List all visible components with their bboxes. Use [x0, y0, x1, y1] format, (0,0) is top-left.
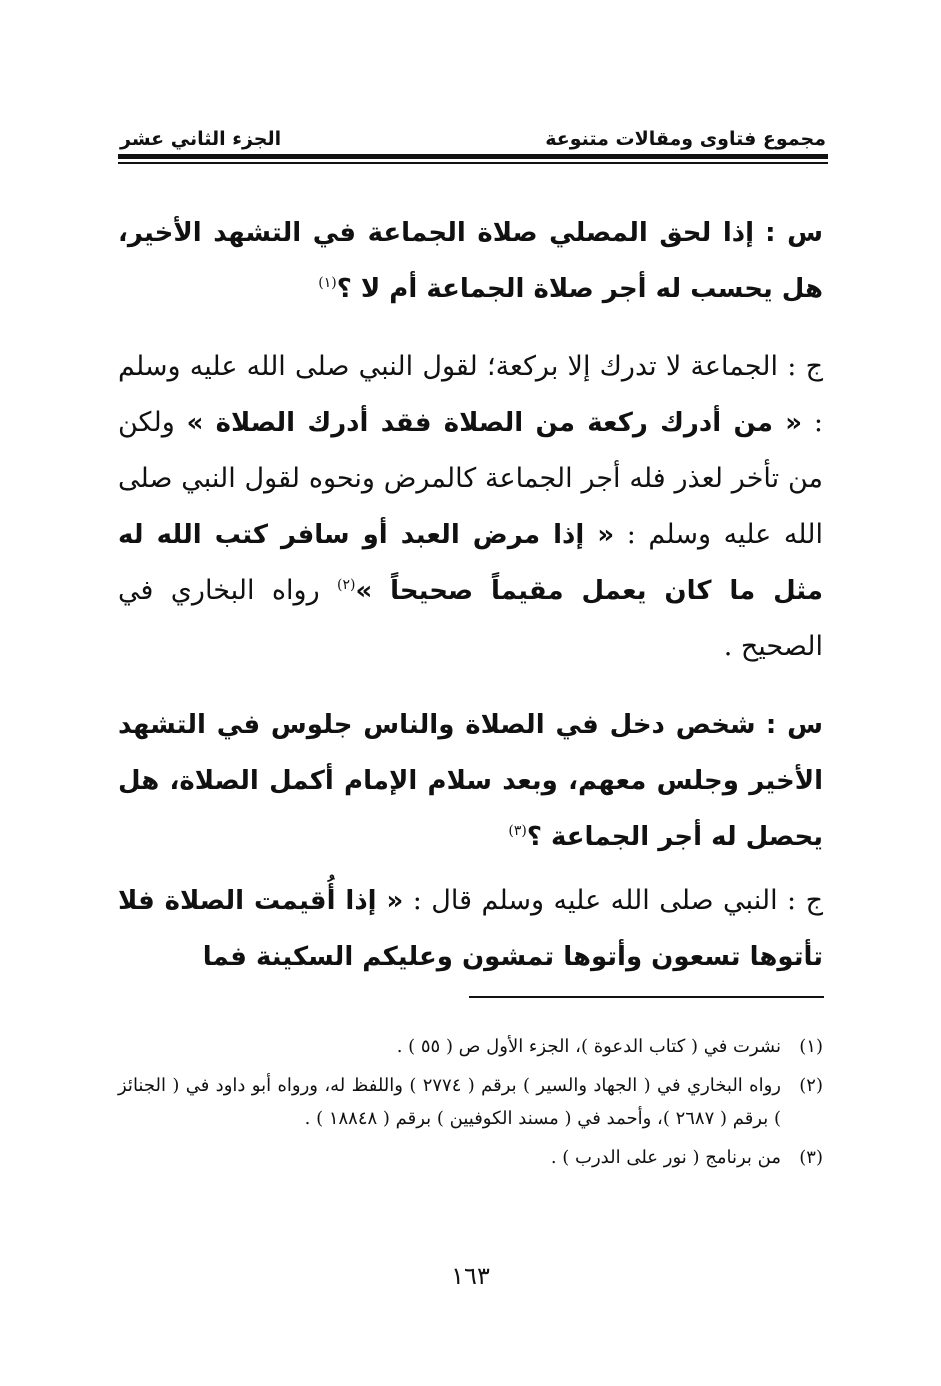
question-2-text: شخص دخل في الصلاة والناس جلوس في التشهد الأخير وجلس معهم، وبعد سلام الإمام أكمل الصلاة، هل يحصل له أجر الجماعة ؟ — [118, 710, 823, 852]
main-text — [118, 205, 823, 985]
footnote-1-text: نشرت في ( كتاب الدعوة )، الجزء الأول ص ( ٥٥ ) . — [396, 1036, 781, 1057]
footnote-1 — [118, 1030, 823, 1063]
answer-1-prefix: ج : — [787, 351, 824, 382]
footnote-separator — [469, 996, 824, 998]
question-1-text: إذا لحق المصلي صلاة الجماعة في التشهد الأخير، هل يحسب له أجر صلاة الجماعة أم لا ؟ — [118, 218, 823, 304]
footnote-2-text: رواه البخاري في ( الجهاد والسير ) برقم ( ٢٧٧٤ ) واللفظ له، ورواه أبو داود في ( الجنائز ) برقم ( ٢٦٨٧ )، وأحمد في ( مسند الكوفيين ) برقم ( ١٨٨٤٨ ) . — [118, 1075, 781, 1129]
question-2-prefix: س : — [765, 710, 824, 740]
answer-1-text-3: رواه البخاري في الصحيح . — [118, 575, 823, 662]
answer-2 — [118, 873, 823, 985]
footnotes — [118, 1030, 823, 1180]
page-number: ١٦٣ — [451, 1262, 490, 1290]
volume-label: الجزء الثاني عشر — [120, 128, 282, 150]
running-header — [120, 118, 826, 150]
footnote-2-number: (٢) — [799, 1075, 823, 1096]
answer-2-hadith-1: « إذا أُقيمت الصلاة فلا تأتوها تسعون وأتوها تمشون وعليكم السكينة فما — [118, 886, 823, 972]
answer-2-prefix: ج : — [787, 885, 824, 916]
header-rule-thick — [118, 154, 828, 159]
header-rule-thin — [118, 162, 828, 164]
footnote-3-text: من برنامج ( نور على الدرب ) . — [550, 1147, 781, 1168]
footnote-3-number: (٣) — [799, 1147, 823, 1168]
question-1 — [118, 205, 823, 317]
answer-1-footnote-ref: (٢) — [337, 577, 356, 593]
answer-1-text-2: ولكن من تأخر لعذر فله أجر الجماعة كالمرض ونحوه لقول النبي صلى الله عليه وسلم : — [118, 407, 823, 550]
answer-1 — [118, 339, 823, 675]
question-1-footnote-ref: (١) — [318, 275, 337, 291]
footnote-3 — [118, 1141, 823, 1174]
footnote-2 — [118, 1069, 823, 1135]
answer-1-hadith-1: « من أدرك ركعة من الصلاة فقد أدرك الصلاة » — [186, 408, 803, 438]
answer-2-text-1: النبي صلى الله عليه وسلم قال : — [412, 885, 778, 916]
question-1-prefix: س : — [765, 218, 824, 248]
question-2 — [118, 697, 823, 865]
book-title: مجموع فتاوى ومقالات متنوعة — [545, 128, 826, 150]
question-2-footnote-ref: (٣) — [508, 823, 527, 839]
answer-1-text-1: الجماعة لا تدرك إلا بركعة؛ لقول النبي صلى الله عليه وسلم : — [118, 351, 823, 438]
answer-1-hadith-2: « إذا مرض العبد أو سافر كتب الله له مثل ما كان يعمل مقيماً صحيحاً » — [118, 520, 823, 606]
footnote-1-number: (١) — [799, 1036, 823, 1057]
